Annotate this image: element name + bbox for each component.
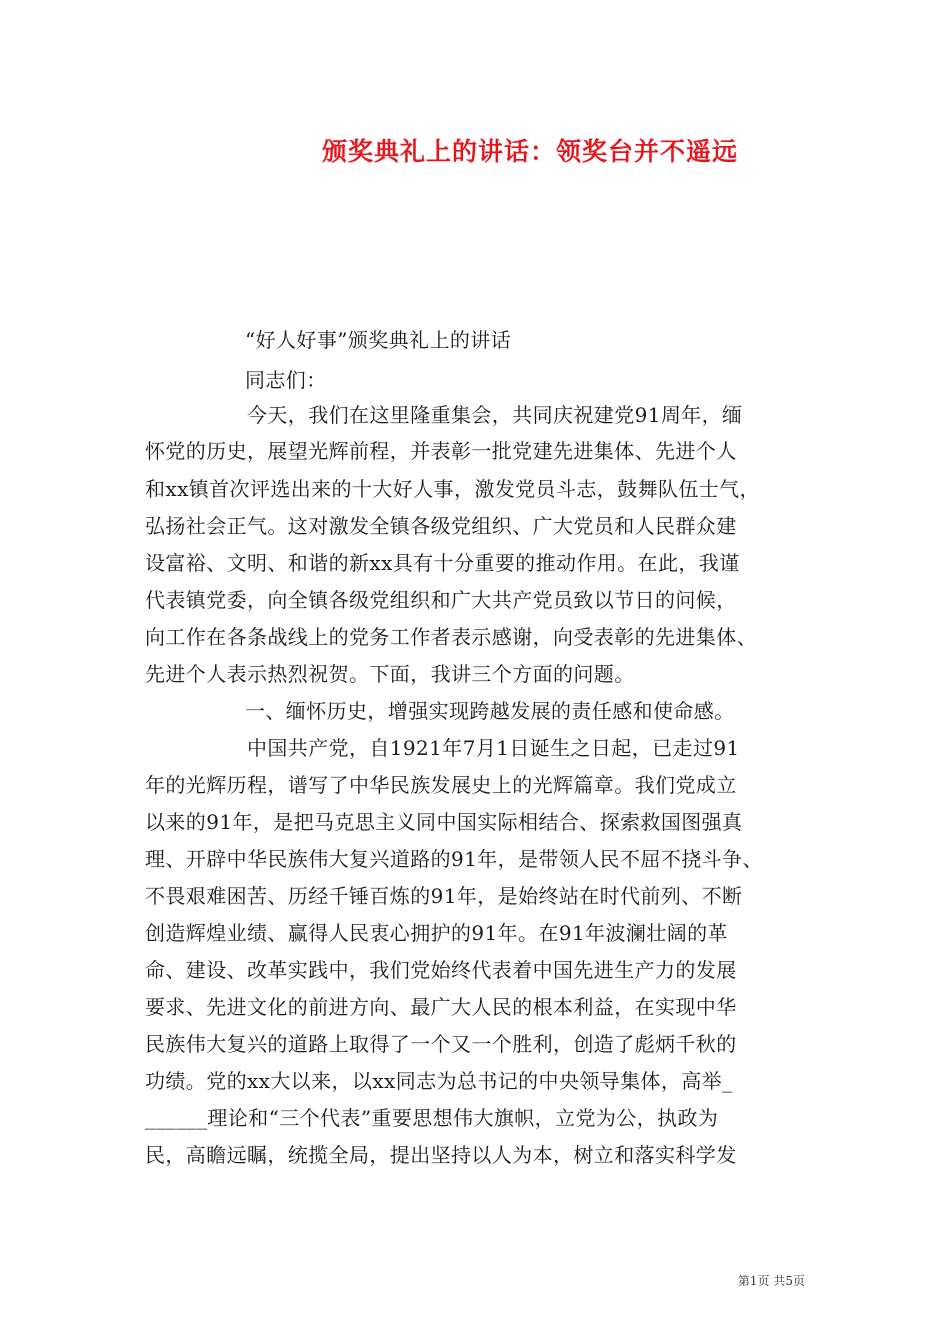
page-number: 第1页 共5页 [737, 1274, 805, 1288]
paragraph-line: 命、建设、改革实践中，我们党始终代表着中国先进生产力的发展 [145, 958, 737, 982]
paragraph-line: 先进个人表示热烈祝贺。下面，我讲三个方面的问题。 [145, 662, 635, 686]
paragraph-line: 和xx镇首次评选出来的十大好人事，激发党员斗志，鼓舞队伍士气， [145, 477, 760, 501]
paragraph-line: 怀党的历史，展望光辉前程，并表彰一批党建先进集体、先进个人 [145, 439, 737, 463]
paragraph-line: 民族伟大复兴的道路上取得了一个又一个胜利，创造了彪炳千秋的 [145, 1032, 737, 1056]
paragraph-line: 设富裕、文明、和谐的新xx具有十分重要的推动作用。在此，我谨 [145, 551, 740, 575]
paragraph-line: 中国共产党，自1921年7月1日诞生之日起，已走过91 [247, 736, 740, 760]
paragraph-line: 以来的91年，是把马克思主义同中国实际相结合、探索救国图强真 [145, 810, 743, 834]
section-heading: 一、缅怀历史，增强实现跨越发展的责任感和使命感。 [245, 699, 735, 723]
paragraph-line: 民，高瞻远瞩，统揽全局，提出坚持以人为本，树立和落实科学发 [145, 1143, 737, 1167]
paragraph-line: 今天，我们在这里隆重集会，共同庆祝建党91周年，缅 [247, 403, 743, 427]
paragraph-line: ______理论和“三个代表”重要思想伟大旗帜，立党为公，执政为 [145, 1106, 719, 1130]
paragraph-line: 要求、先进文化的前进方向、最广大人民的根本利益，在实现中华 [145, 995, 737, 1019]
speech-heading: “好人好事”颁奖典礼上的讲话 [245, 328, 512, 352]
paragraph-line: 不畏艰难困苦、历经千锤百炼的91年，是始终站在时代前列、不断 [145, 884, 743, 908]
paragraph-line: 功绩。党的xx大以来，以xx同志为总书记的中央领导集体，高举_ [145, 1069, 733, 1093]
paragraph-line: 向工作在各条战线上的党务工作者表示感谢，向受表彰的先进集体、 [145, 625, 757, 649]
paragraph-line: 年的光辉历程，谱写了中华民族发展史上的光辉篇章。我们党成立 [145, 773, 737, 797]
paragraph-line: 创造辉煌业绩、赢得人民衷心拥护的91年。在91年波澜壮阔的革 [145, 921, 728, 945]
salutation: 同志们： [245, 368, 327, 392]
document-title: 颁奖典礼上的讲话：领奖台并不遥远 [321, 137, 738, 166]
paragraph-line: 代表镇党委，向全镇各级党组织和广大共产党员致以节日的问候， [145, 588, 737, 612]
paragraph-line: 弘扬社会正气。这对激发全镇各级党组织、广大党员和人民群众建 [145, 514, 737, 538]
paragraph-line: 理、开辟中华民族伟大复兴道路的91年，是带领人民不屈不挠斗争、 [145, 847, 763, 871]
